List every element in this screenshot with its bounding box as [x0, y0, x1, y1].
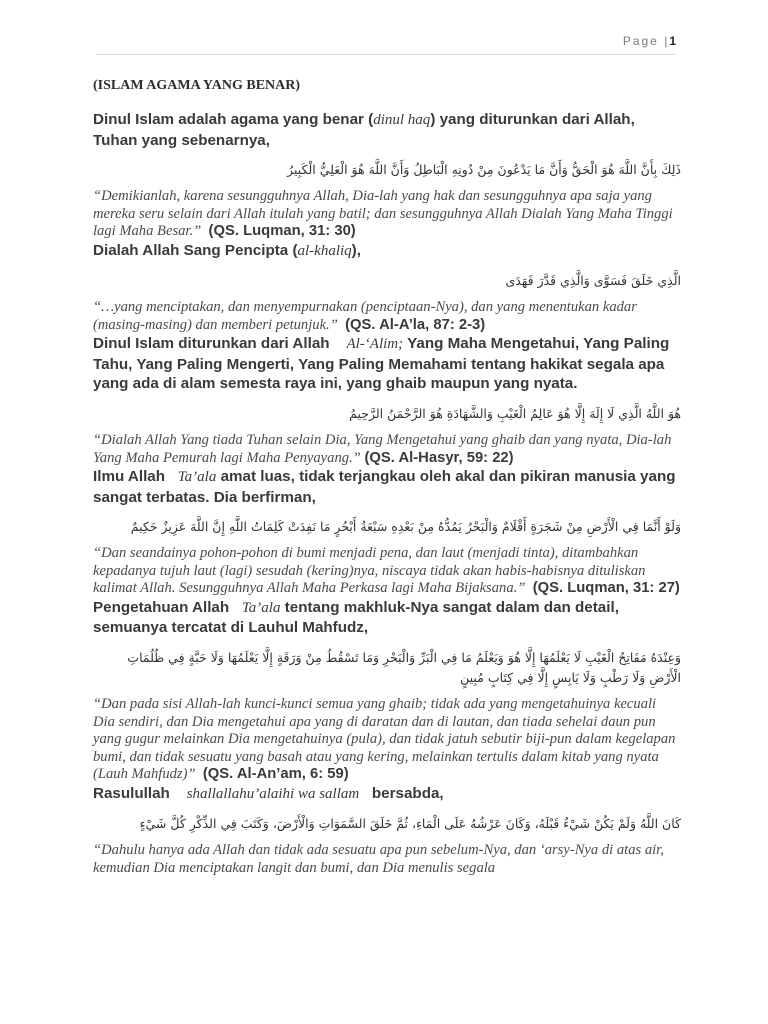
statement-4-pre: Ilmu Allah [93, 468, 166, 486]
translation-1-text: “Demikianlah, karena sesungguhnya Allah, Dia-lah yang hak dan sesungguhnya apa saja yang mereka seru selain dari Allah itulah yang batil; dan sesungguhnya Allah Dialah Yang Maha Tinggi lagi Maha Besar.” [93, 188, 673, 240]
reference-3: (QS. Al-Hasyr, 59: 22) [364, 449, 514, 466]
document-body [93, 78, 681, 878]
translation-6-text: “Dahulu hanya ada Allah dan tidak ada sesuatu apa pun sebelum-Nya, dan ‘arsy-Nya di atas air, kemudian Dia menciptakan langit dan bumi, dan Dia menulis segala [93, 842, 664, 876]
translation-3 [93, 432, 681, 467]
translation-4-text: “Dan seandainya pohon-pohon di bumi menjadi pena, dan laut (menjadi tinta), ditambahkan kepadanya tujuh laut (lagi) sesudah (kering)nya, niscaya tidak akan habis-habisnya dituliskan kalimat Allah. Sesungguhnya Allah Maha Perkasa lagi Maha Bijaksana.” [93, 545, 646, 597]
reference-5: (QS. Al-An’am, 6: 59) [202, 766, 349, 783]
translation-2 [93, 299, 681, 334]
statement-5 [93, 598, 681, 638]
statement-6 [93, 784, 681, 805]
statement-4 [93, 467, 681, 507]
translation-3-text: “Dialah Allah Yang tiada Tuhan selain Dia, Yang Mengetahui yang ghaib dan yang nyata, Dia-lah Yang Maha Pemurah lagi Maha Penyayang.” [93, 431, 672, 466]
statement-6-post: bersabda, [371, 784, 444, 802]
reference-4: (QS. Luqman, 31: 27) [532, 580, 680, 597]
reference-2: (QS. Al-A’la, 87: 2-3) [345, 316, 486, 333]
statement-5-post: tentang makhluk-Nya sangat dalam dan detail, semuanya tercatat di Lauhul Mahfudz, [93, 598, 619, 637]
translation-4 [93, 545, 681, 598]
statement-5-pre: Pengetahuan Allah [93, 598, 230, 616]
translation-2-text: “…yang menciptakan, dan menyempurnakan (penciptaan-Nya), dan yang menentukan kadar (masing-masing) dan memberi petunjuk.” [93, 299, 637, 333]
statement-2 [93, 241, 681, 262]
arabic-verse-5: وَعِنْدَهُ مَفَاتِحُ الْغَيْبِ لَا يَعْلَمُهَا إِلَّا هُوَ وَيَعْلَمُ مَا فِي الْبَرِّ وَالْبَحْرِ وَمَا تَسْقُطُ مِنْ وَرَقَةٍ إِلَّا يَعْلَمُهَا وَلَا حَبَّةٍ فِي ظُلُمَاتِ الْأَرْضِ وَلَا رَطْبٍ وَلَا يَابِسٍ إِلَّا فِي كِتَابٍ مُبِينٍ [127, 649, 681, 685]
statement-1 [93, 110, 681, 150]
statement-1-term: dinul haq [373, 112, 431, 128]
page-number: 1 [669, 34, 676, 48]
statement-1-pre: Dinul Islam adalah agama yang benar ( [93, 111, 374, 128]
statement-4-term: Ta’ala [177, 469, 217, 486]
statement-6-term: shallallahu’alaihi wa sallam [186, 785, 360, 802]
arabic-verse-4: وَلَوْ أَنَّمَا فِي الْأَرْضِ مِنْ شَجَرَةٍ أَقْلَامٌ وَالْبَحْرُ يَمُدُّهُ مِنْ بَعْدِهِ سَبْعَةُ أَبْحُرٍ مَا نَفِدَتْ كَلِمَاتُ اللَّهِ إِنَّ اللَّهَ عَزِيزٌ حَكِيمٌ [130, 519, 681, 535]
statement-3 [93, 334, 681, 394]
arabic-verse-1: ذَلِكَ بِأَنَّ اللَّهَ هُوَ الْحَقُّ وَأَنَّ مَا يَدْعُونَ مِنْ دُونِهِ الْبَاطِلُ وَأَنَّ اللَّهَ هُوَ الْعَلِيُّ الْكَبِيرُ [287, 162, 681, 177]
statement-2-pre: Dialah Allah Sang Pencipta ( [93, 241, 298, 259]
statement-2-term: al-khaliq [297, 242, 352, 259]
page-header [96, 34, 676, 55]
translation-5-text: “Dan pada sisi Allah-lah kunci-kunci semua yang ghaib; tidak ada yang mengetahuinya kecuali Dia sendiri, dan Dia mengetahui apa yang di daratan dan di lautan, dan tiada sehelai daun pun yang gugur melainkan Dia mengetahuinya (pula), dan tidak jatuh sebutir biji-pun dalam kegelapan bumi, dan tidak sesuatu yang basah atau yang kering, melainkan tertulis dalam kitab yang nyata (Lauh Mahfudz)” [93, 695, 676, 783]
statement-4-post: amat luas, tidak terjangkau oleh akal dan pikiran manusia yang sangat terbatas. Dia berfirman, [93, 468, 676, 506]
translation-6 [93, 842, 681, 877]
page-label: Page [622, 34, 659, 48]
statement-3-term: Al-‘Alim; [346, 336, 404, 353]
arabic-verse-2: الَّذِي خَلَقَ فَسَوَّى وَالَّذِي قَدَّرَ فَهَدَى [505, 273, 681, 289]
page-separator: | [664, 34, 670, 48]
statement-3-post: Yang Maha Mengetahui, Yang Paling Tahu, Yang Paling Mengerti, Yang Paling Memahami tentang hakikat segala apa yang ada di alam semesta raya ini, yang ghaib maupun yang nyata. [93, 335, 670, 393]
statement-2-post: ), [351, 241, 361, 259]
document-title: (ISLAM AGAMA YANG BENAR) [93, 78, 301, 93]
statement-3-pre: Dinul Islam diturunkan dari Allah [93, 335, 330, 353]
arabic-hadith-6: كَانَ اللَّهُ وَلَمْ يَكُنْ شَيْءٌ قَبْلَهُ، وَكَانَ عَرْشُهُ عَلَى الْمَاءِ، ثُمَّ خَلَقَ السَّمَوَاتِ وَالْأَرْضَ، وَكَتَبَ فِي الذِّكْرِ كُلَّ شَيْءٍ [139, 816, 681, 832]
reference-1: (QS. Luqman, 31: 30) [208, 223, 356, 240]
statement-6-pre: Rasulullah [93, 784, 170, 802]
statement-5-term: Ta’ala [241, 599, 281, 616]
translation-1 [93, 188, 681, 241]
translation-5 [93, 696, 681, 784]
statement-1-post: ) yang diturunkan dari Allah, Tuhan yang sebenarnya, [93, 111, 635, 149]
arabic-verse-3: هُوَ اللَّهُ الَّذِي لَا إِلَهَ إِلَّا هُوَ عَالِمُ الْغَيْبِ وَالشَّهَادَةِ هُوَ الرَّحْمَنُ الرَّحِيمُ [349, 405, 681, 421]
